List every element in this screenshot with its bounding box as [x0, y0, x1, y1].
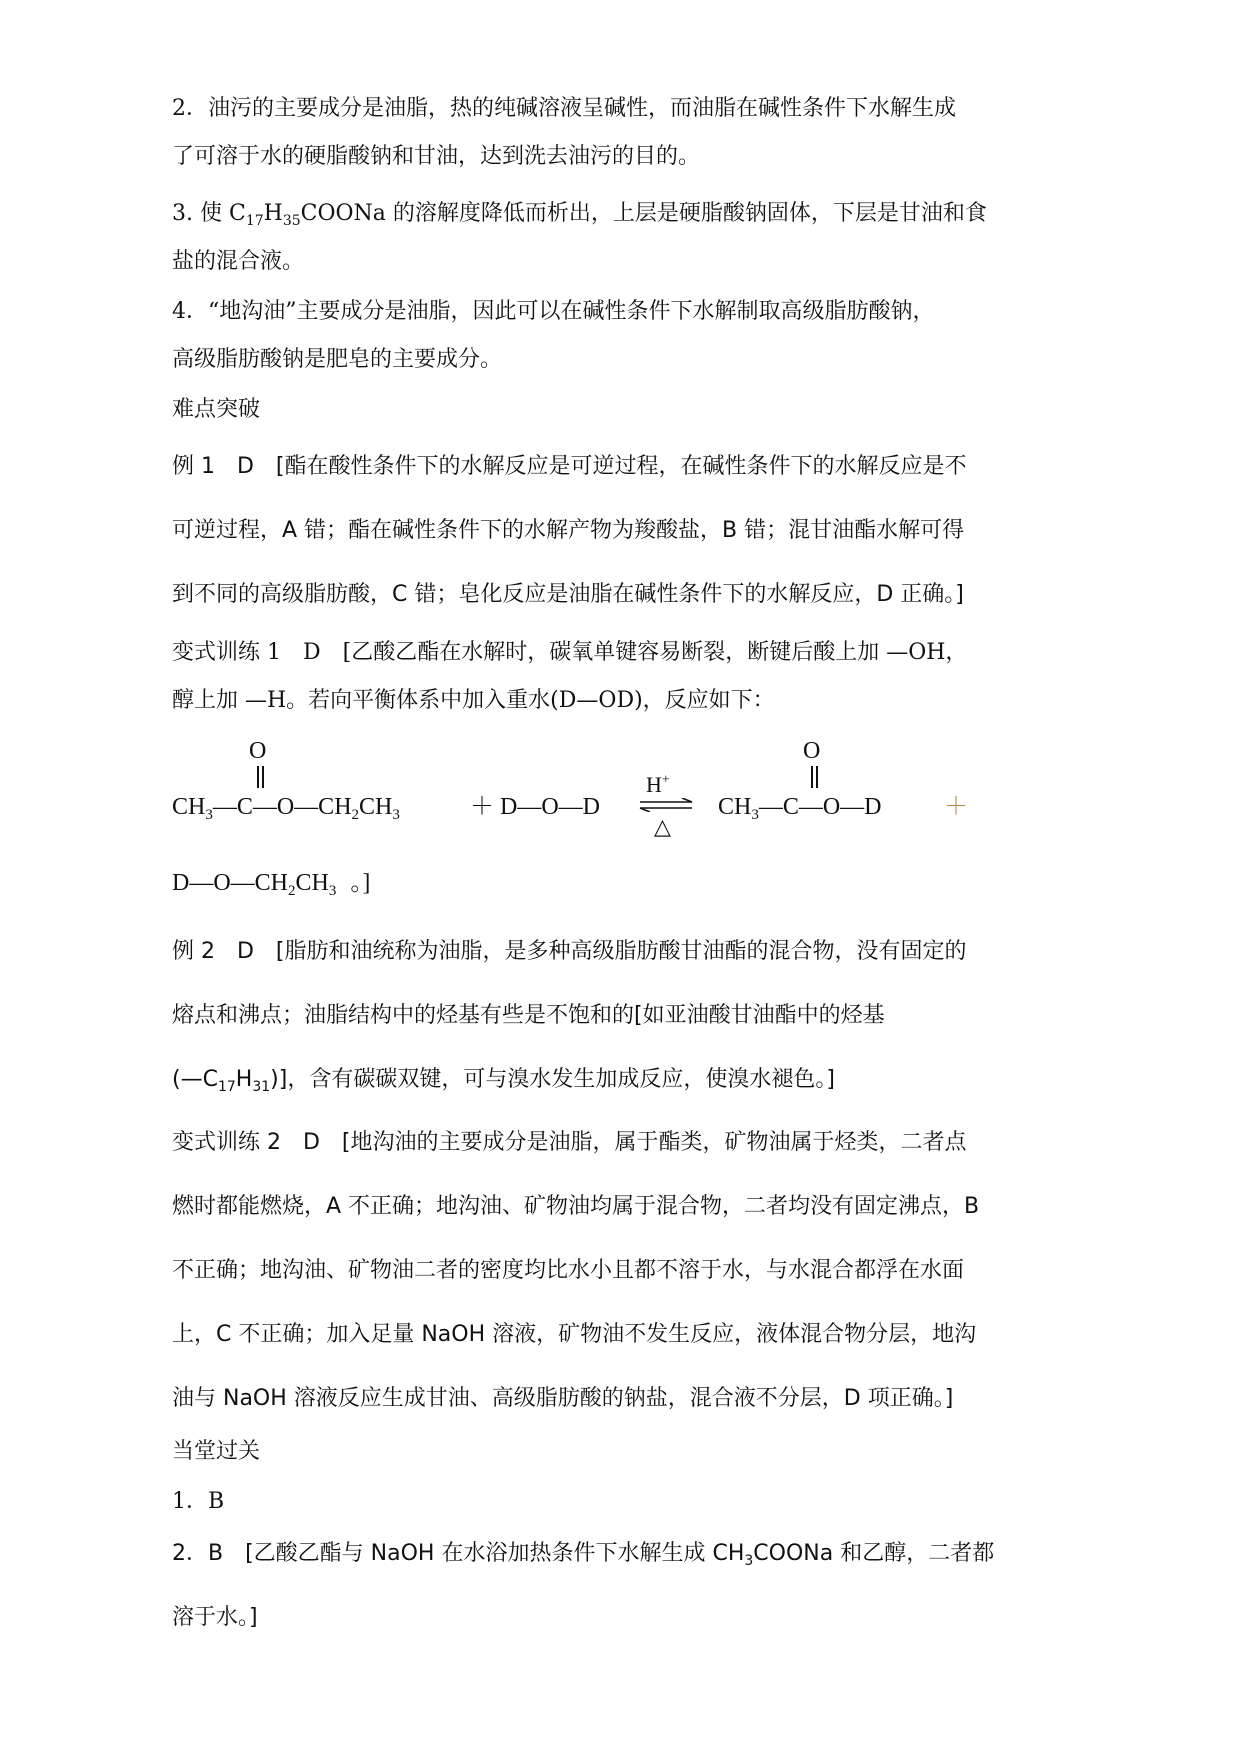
text-line: 溶于水。] — [172, 1605, 258, 1630]
double-bond-line — [811, 766, 813, 788]
text-line: 1．B — [172, 1489, 225, 1514]
text-line: 例 2 D [脂肪和油统称为油脂，是多种高级脂肪酸甘油酯的混合物，没有固定的 — [172, 939, 967, 964]
double-bond-line — [262, 766, 264, 788]
reactant-ester: $CH_3—C—O—CH_2CH_3$ — [172, 794, 400, 823]
heat-symbol: △ — [654, 814, 671, 839]
text-line: $(—C_{17}H_{31})$]，含有碳碳双键，可与溴水发生加成反应，使溴水褪色。] — [172, 1067, 835, 1095]
text-line: 例 1 D [酯在酸性条件下的水解反应是可逆过程，在碱性条件下的水解反应是不 — [172, 454, 967, 479]
double-bond-line — [816, 766, 818, 788]
text-line: 燃时都能燃烧，A 不正确；地沟油、矿物油均属于混合物，二者均没有固定沸点，B — [172, 1194, 980, 1219]
section-heading: 难点突破 — [172, 397, 261, 422]
text-line: 熔点和沸点；油脂结构中的烃基有些是不饱和的[如亚油酸甘油酯中的烃基 — [172, 1003, 885, 1028]
double-bond-line — [257, 766, 259, 788]
text-line: 油与 NaOH 溶液反应生成甘油、高级脂肪酸的钠盐，混合液不分层，D 项正确。] — [172, 1386, 954, 1411]
section-heading: 当堂过关 — [172, 1439, 261, 1464]
text-line: 高级脂肪酸钠是肥皂的主要成分。 — [172, 347, 503, 372]
product-acid: $CH_3—C—O—D$ — [718, 794, 882, 823]
equilibrium-arrow-icon — [638, 798, 694, 812]
text-line: 2．B [乙酸乙酯与 NaOH 在水浴加热条件下水解生成 $CH_3COONa$ 和乙醇，二者都 — [172, 1541, 995, 1569]
plus-sign: ＋ — [944, 794, 968, 820]
carbonyl-oxygen: O — [249, 738, 267, 764]
reactant-heavy-water: ＋ D—O—D — [470, 794, 600, 820]
catalyst-label: H+ — [646, 772, 670, 797]
text-line: 醇上加 —H。若向平衡体系中加入重水(D—OD)，反应如下： — [172, 688, 775, 713]
text-line: 到不同的高级脂肪酸，C 错；皂化反应是油脂在碱性条件下的水解反应，D 正确。] — [172, 582, 964, 607]
text-line: 2．油污的主要成分是油脂，热的纯碱溶液呈碱性，而油脂在碱性条件下水解生成 — [172, 96, 956, 121]
text-line: 可逆过程，A 错；酯在碱性条件下的水解产物为羧酸盐，B 错；混甘油酯水解可得 — [172, 518, 965, 543]
text-line: 变式训练 1 D [乙酸乙酯在水解时，碳氧单键容易断裂，断键后酸上加 —OH， — [172, 640, 968, 665]
carbonyl-oxygen: O — [803, 738, 821, 764]
text-line: 变式训练 2 D [地沟油的主要成分是油脂，属于酯类，矿物油属于烃类，二者点 — [172, 1130, 967, 1155]
text-line: 上，C 不正确；加入足量 NaOH 溶液，矿物油不发生反应，液体混合物分层，地沟 — [172, 1322, 977, 1347]
text-line: 了可溶于水的硬脂酸钠和甘油，达到洗去油污的目的。 — [172, 144, 701, 169]
text-line: 4．“地沟油”主要成分是油脂，因此可以在碱性条件下水解制取高级脂肪酸钠， — [172, 299, 935, 324]
text-line: 盐的混合液。 — [172, 249, 305, 274]
text-line: 3. 使 $C_{17}H_{35}COONa$ 的溶解度降低而析出，上层是硬脂酸钠固体，下层是甘油和食 — [172, 201, 987, 229]
text-line: 不正确；地沟油、矿物油二者的密度均比水小且都不溶于水，与水混合都浮在水面 — [172, 1258, 965, 1283]
product-alcohol: $D—O—CH_2CH_3$ 。] — [172, 870, 371, 899]
